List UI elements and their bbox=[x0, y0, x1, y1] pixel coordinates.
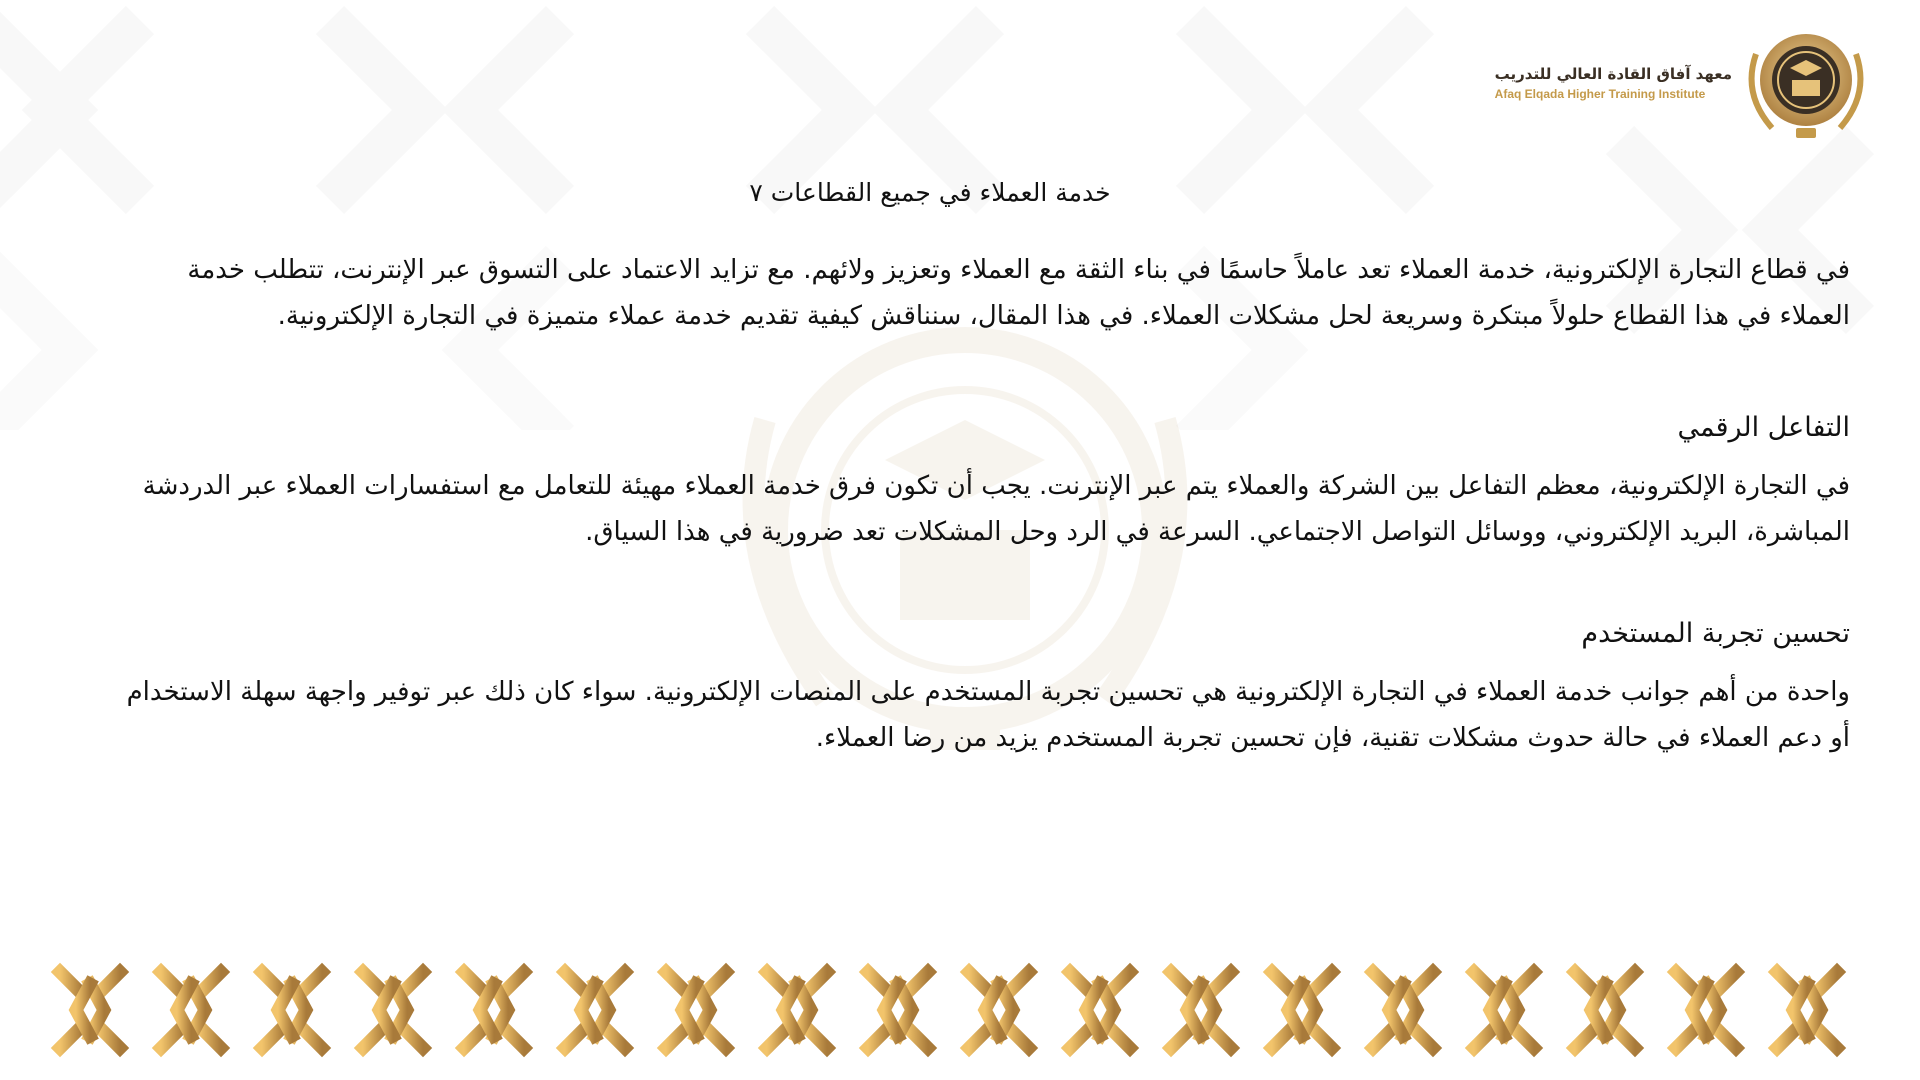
x-chevron-mark bbox=[1373, 972, 1433, 1048]
gold-chevron-band bbox=[50, 960, 1870, 1060]
x-chevron-mark bbox=[1272, 972, 1332, 1048]
x-chevron-mark bbox=[161, 972, 221, 1048]
x-chevron-mark bbox=[60, 972, 120, 1048]
section-paragraph: واحدة من أهم جوانب خدمة العملاء في التجارة الإلكترونية هي تحسين تجربة المستخدم على المنصات الإلكترونية. سواء كان ذلك عبر توفير واجهة سهلة الاستخدام أو دعم العملاء في حالة حدوث مشكلات تقنية، فإن تحسين تجربة المستخدم يزيد من رضا العملاء. bbox=[126, 677, 1850, 753]
institute-seal-icon bbox=[1742, 24, 1870, 142]
section-heading: التفاعل الرقمي bbox=[1677, 412, 1850, 443]
institute-name-arabic: معهد آفاق القادة العالي للتدريب bbox=[1494, 65, 1732, 83]
x-chevron-mark bbox=[969, 972, 1029, 1048]
intro-paragraph: في قطاع التجارة الإلكترونية، خدمة العملاء تعد عاملاً حاسمًا في بناء الثقة مع العملاء وتعزيز ولائهم. مع تزايد الاعتماد على التسوق عبر الإنترنت، تتطلب خدمة العملاء في هذا القطاع حلولاً مبتكرة وسريعة لحل مشكلات العملاء. في هذا المقال، سنناقش كيفية تقديم خدمة عملاء متميزة في التجارة الإلكترونية. bbox=[187, 255, 1850, 331]
x-chevron-mark bbox=[1676, 972, 1736, 1048]
x-chevron-mark bbox=[1777, 972, 1837, 1048]
x-chevron-mark bbox=[1474, 972, 1534, 1048]
x-chevron-mark bbox=[767, 972, 827, 1048]
x-chevron-mark bbox=[868, 972, 928, 1048]
section-digital-interaction bbox=[110, 405, 1850, 555]
x-chevron-mark bbox=[1575, 972, 1635, 1048]
x-chevron-mark bbox=[1171, 972, 1231, 1048]
section-paragraph: في التجارة الإلكترونية، معظم التفاعل بين الشركة والعملاء يتم عبر الإنترنت. يجب أن تكون فرق خدمة العملاء مهيئة للتعامل مع استفسارات العملاء عبر الدردشة المباشرة، البريد الإلكتروني، ووسائل التواصل الاجتماعي. السرعة في الرد وحل المشكلات تعد ضرورية في هذا السياق. bbox=[142, 471, 1850, 547]
institute-logo bbox=[1495, 24, 1870, 142]
document-content bbox=[110, 178, 1850, 761]
section-user-experience bbox=[110, 611, 1850, 761]
x-chevron-mark bbox=[363, 972, 423, 1048]
x-chevron-mark bbox=[666, 972, 726, 1048]
section-heading: تحسين تجربة المستخدم bbox=[1581, 618, 1850, 649]
x-chevron-mark bbox=[262, 972, 322, 1048]
x-chevron-mark bbox=[464, 972, 524, 1048]
x-chevron-mark bbox=[1070, 972, 1130, 1048]
institute-logo-text bbox=[1495, 65, 1732, 101]
document-title: خدمة العملاء في جميع القطاعات ٧ bbox=[749, 178, 1111, 207]
institute-name-english: Afaq Elqada Higher Training Institute bbox=[1494, 87, 1706, 101]
x-chevron-mark bbox=[565, 972, 625, 1048]
